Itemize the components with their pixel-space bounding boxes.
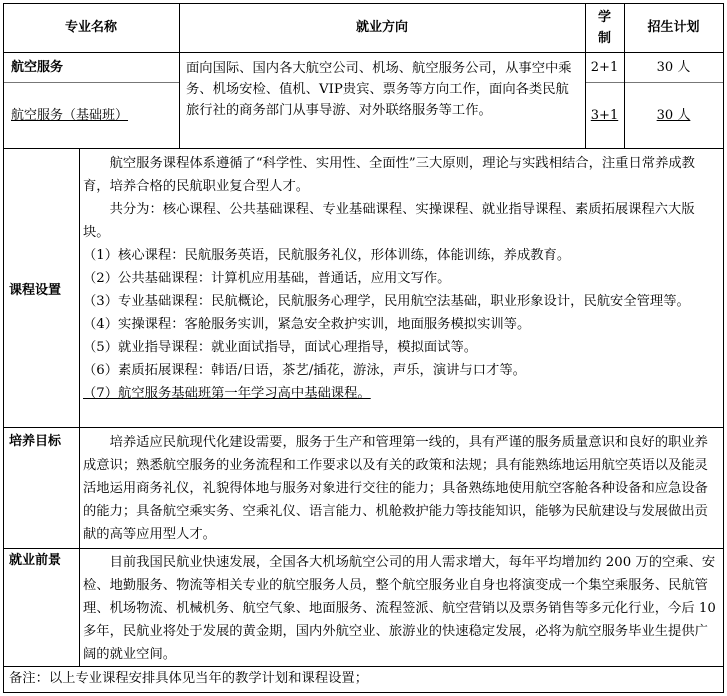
major-row-divider bbox=[3, 82, 179, 83]
employment-direction-text: 面向国际、国内各大航空公司、机场、航空服务公司，从事空中乘务、机场安检、值机、VIP贵宾、票务等方向工作，面向各类民航旅行社的商务部门从事导游、对外联络服务等工作。 bbox=[186, 61, 572, 118]
curriculum-item: （5）就业指导课程：就业面试指导，面试心理指导，模拟面试等。 bbox=[83, 340, 478, 355]
curriculum-item: （7）航空服务基础班第一年学习高中基础课程。 bbox=[83, 386, 371, 401]
curriculum-item: （1）核心课程：民航服务英语，民航服务礼仪，形体训练，体能训练，养成教育。 bbox=[83, 248, 571, 263]
prospects-text bbox=[83, 551, 720, 666]
prospects-bottom-border bbox=[3, 666, 724, 667]
curriculum-item: （4）实操课程：客舱服务实训，紧急安全救护实训，地面服务模拟实训等。 bbox=[83, 317, 531, 332]
prospects-paragraph: 目前我国民航业快速发展，全国各大机场航空公司的用人需求增大，每年平均增加约 200 万的空乘、安检、地勤服务、物流等相关专业的航空服务人员，整个航空服务业自身也将演变成一个集空乘服务、民航管理、机场物流、机械机务、航空气象、地面服务、流程签派、航空营销以及票务销售等多元化行业，今后 10 多年，民航业将处于发展的黄金期，国内外航空业、旅游业的快速稳定发展，必将为航空服务毕业生提供广阔的就业空间。 bbox=[83, 555, 716, 662]
table-border-right bbox=[723, 3, 724, 693]
curriculum-item: （3）专业基础课程：民航概论，民航服务心理学，民用航空法基础，职业形象设计，民航安全管理等。 bbox=[83, 294, 690, 309]
major-name-foundation: 航空服务（基础班） bbox=[11, 108, 129, 123]
header-divider bbox=[3, 52, 724, 53]
curriculum-label: 课程设置 bbox=[9, 283, 62, 298]
major-duration: 2+1 bbox=[590, 60, 619, 75]
major-row-divider-right bbox=[585, 82, 724, 83]
training-label: 培养目标 bbox=[9, 434, 62, 449]
curriculum-intro: 航空服务课程体系遵循了“科学性、实用性、全面性”三大原则，理论与实践相结合，注重日常养成教育，培养合格的民航职业复合型人才。 bbox=[83, 156, 695, 194]
table-border-bottom bbox=[3, 692, 724, 693]
table-border-left bbox=[3, 3, 4, 693]
major-duration-foundation: 3+1 bbox=[590, 108, 619, 123]
header-direction: 就业方向 bbox=[355, 19, 408, 35]
header-plan: 招生计划 bbox=[647, 19, 700, 35]
header-duration bbox=[585, 3, 624, 52]
training-text bbox=[83, 431, 720, 546]
header-major: 专业名称 bbox=[64, 19, 117, 35]
majors-bottom-border bbox=[3, 148, 724, 149]
major-plan-foundation: 30 人 bbox=[656, 108, 691, 123]
training-paragraph: 培养适应民航现代化建设需要，服务于生产和管理第一线的，具有严谨的服务质量意识和良好的职业养成意识；熟悉航空服务的业务流程和工作要求以及有关的政策和法规；具有能熟练地运用航空英语以及能灵活地运用商务礼仪，礼貌得体地与服务对象进行交往的能力；具备熟练地使用航空客舱各种设备和应急设备的能力；具备航空乘实务、空乘礼仪、语言能力、机舱救护能力等技能知识，能够为民航建设与发展做出贡献的高等应用型人才。 bbox=[83, 435, 708, 542]
major-name: 航空服务 bbox=[11, 60, 64, 75]
major-plan: 30 人 bbox=[656, 60, 691, 75]
curriculum-content bbox=[83, 152, 720, 405]
label-col-divider bbox=[79, 149, 80, 667]
header-duration-bottom: 制 bbox=[597, 30, 611, 46]
curriculum-summary: 共分为：核心课程、公共基础课程、专业基础课程、实操课程、就业指导课程、素质拓展课程六大版块。 bbox=[83, 202, 695, 240]
curriculum-item: （6）素质拓展课程：韩语/日语，茶艺/插花，游泳，声乐，演讲与口才等。 bbox=[83, 363, 526, 378]
curriculum-item: （2）公共基础课程：计算机应用基础，普通话，应用文写作。 bbox=[83, 271, 451, 286]
header-duration-top: 学 bbox=[597, 9, 611, 25]
program-table bbox=[3, 3, 724, 693]
curriculum-bottom-border bbox=[3, 427, 724, 428]
footnote: 备注：以上专业课程安排具体见当年的教学计划和课程设置； bbox=[9, 671, 369, 686]
training-bottom-border bbox=[3, 548, 724, 549]
prospects-label: 就业前景 bbox=[9, 553, 62, 568]
